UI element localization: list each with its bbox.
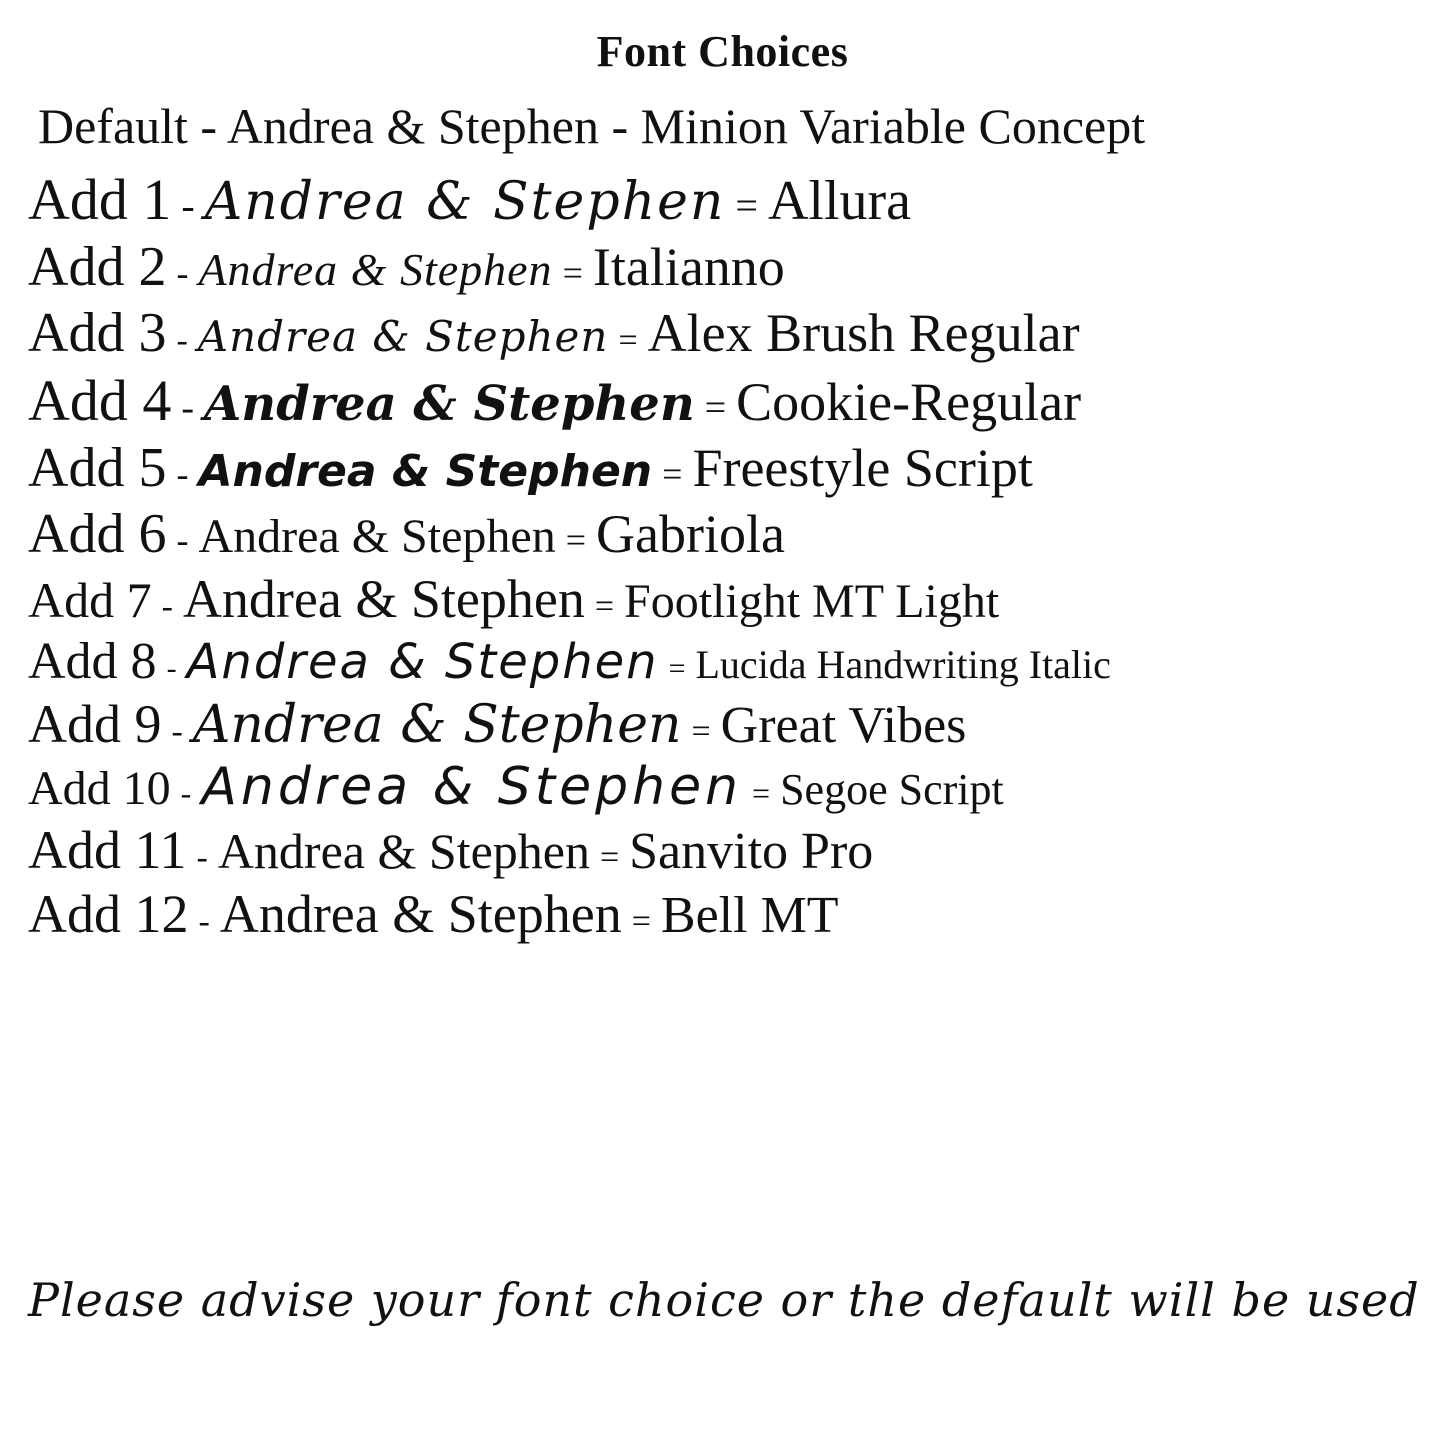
option-sample: Andrea & Stephen [197, 312, 609, 361]
separator-equals: = [594, 588, 615, 625]
separator-dash: - [198, 903, 210, 940]
option-label: Add 5 [28, 437, 167, 499]
option-label: Add 4 [28, 368, 172, 433]
separator-equals: = [752, 775, 771, 811]
option-font-name: Sanvito Pro [629, 823, 874, 880]
separator-equals: = [631, 903, 651, 940]
separator-dash: - [161, 588, 173, 625]
separator-equals: = [618, 322, 638, 359]
option-label: Add 10 [28, 762, 171, 815]
separator-equals: = [565, 520, 586, 560]
option-font-name: Freestyle Script [692, 438, 1033, 498]
font-option-list [28, 165, 1417, 946]
separator-equals: = [704, 387, 727, 429]
option-sample: Andrea & Stephen [217, 823, 590, 879]
option-label: Add 9 [28, 694, 162, 754]
separator-equals: = [662, 454, 683, 494]
list-item[interactable] [28, 166, 1417, 233]
separator-equals: = [735, 183, 758, 228]
list-item[interactable] [28, 883, 1417, 945]
option-label: Add 11 [28, 820, 187, 880]
option-sample: Andrea & Stephen [186, 634, 659, 690]
list-item[interactable] [28, 757, 1417, 817]
default-font-line: Default - Andrea & Stephen - Minion Variable Concept [38, 98, 1146, 154]
list-item[interactable] [28, 632, 1417, 691]
option-sample: Andrea & Stephen [198, 510, 556, 563]
separator-dash: - [180, 775, 192, 811]
option-label: Add 1 [28, 167, 172, 232]
separator-dash: - [196, 839, 208, 876]
separator-equals: = [599, 839, 620, 876]
option-sample: Andrea & Stephen [198, 244, 553, 295]
separator-dash: - [176, 454, 189, 494]
option-font-name: Great Vibes [720, 697, 967, 754]
list-item[interactable] [28, 235, 1417, 299]
option-font-name: Italianno [592, 237, 785, 297]
separator-dash: - [166, 652, 177, 685]
separator-dash: - [181, 387, 195, 429]
option-font-name: Cookie-Regular [736, 372, 1082, 432]
option-font-name: Gabriola [596, 504, 785, 564]
option-sample: Andrea & Stephen [192, 695, 682, 755]
separator-dash: - [171, 713, 183, 750]
option-sample: Andrea & Stephen [204, 376, 695, 432]
list-item[interactable] [28, 301, 1417, 365]
separator-equals: = [691, 713, 711, 750]
option-label: Add 8 [28, 633, 157, 690]
separator-dash: - [176, 322, 188, 359]
option-label: Add 7 [28, 572, 152, 628]
option-font-name: Bell MT [660, 887, 839, 944]
footer-note: Please advise your font choice or the default will be used [28, 1273, 1420, 1327]
option-sample: Andrea & Stephen [198, 446, 653, 497]
option-label: Add 6 [28, 503, 167, 565]
option-label: Add 3 [28, 302, 167, 364]
list-item[interactable] [28, 436, 1417, 500]
separator-dash: - [176, 520, 189, 560]
option-font-name: Alex Brush Regular [647, 303, 1080, 363]
option-sample: Andrea & Stephen [182, 569, 585, 629]
separator-dash: - [181, 183, 195, 228]
option-sample: Andrea & Stephen [201, 757, 743, 817]
page-title: Font Choices [596, 27, 849, 76]
option-label: Add 12 [28, 884, 189, 944]
separator-dash: - [176, 253, 189, 293]
list-item[interactable] [28, 502, 1417, 566]
list-item[interactable] [28, 693, 1417, 755]
separator-equals: = [668, 652, 686, 685]
option-font-name: Allura [767, 170, 911, 232]
option-font-name: Footlight MT Light [624, 575, 1000, 628]
option-font-name: Segoe Script [780, 765, 1004, 814]
option-sample: Andrea & Stephen [204, 172, 726, 232]
option-sample: Andrea & Stephen [219, 884, 622, 944]
option-label: Add 2 [28, 236, 167, 298]
list-item[interactable] [28, 819, 1417, 881]
option-font-name: Lucida Handwriting Italic [695, 642, 1111, 687]
separator-equals: = [562, 253, 583, 293]
list-item[interactable] [28, 568, 1417, 630]
list-item[interactable] [28, 367, 1417, 434]
